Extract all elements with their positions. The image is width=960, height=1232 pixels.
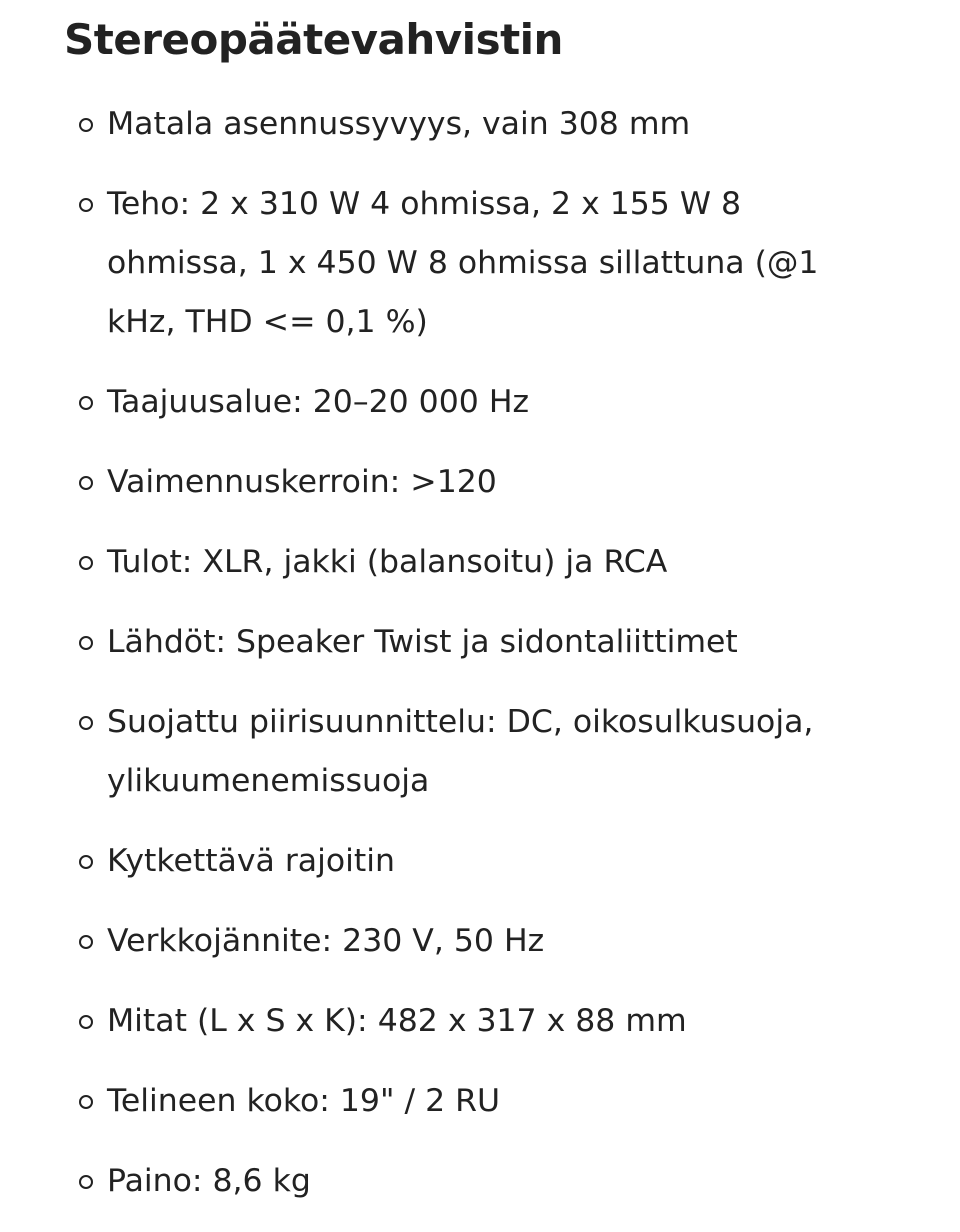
list-item-text: Paino: 8,6 kg <box>107 1163 311 1199</box>
list-item-text: Vaimennuskerroin: >120 <box>107 464 497 500</box>
bullet-icon <box>79 118 93 132</box>
list-item-text: Kytkettävä rajoitin <box>107 843 395 879</box>
bullet-icon <box>79 636 93 650</box>
bullet-icon <box>79 716 93 730</box>
spec-list <box>0 95 900 1232</box>
bullet-icon <box>79 396 93 410</box>
bullet-icon <box>79 1015 93 1029</box>
list-item-text: Lähdöt: Speaker Twist ja sidontaliittimet <box>107 624 738 660</box>
list-item <box>0 175 887 352</box>
list-item-text: Mitat (L x S x K): 482 x 317 x 88 mm <box>107 1003 687 1039</box>
bullet-icon <box>79 198 93 212</box>
list-item <box>0 373 887 432</box>
list-item-text: Telineen koko: 19" / 2 RU <box>107 1083 501 1119</box>
list-item <box>0 95 887 154</box>
list-item-text: Verkkojännite: 230 V, 50 Hz <box>107 923 545 959</box>
list-item-text: Teho: 2 x 310 W 4 ohmissa, 2 x 155 W 8 ohmissa, 1 x 450 W 8 ohmissa sillattuna (@1 kHz, THD <= 0,1 %) <box>107 186 819 340</box>
list-item <box>0 992 887 1051</box>
list-item <box>0 613 887 672</box>
bullet-icon <box>79 855 93 869</box>
list-item <box>0 1152 887 1211</box>
list-item <box>0 1072 887 1131</box>
list-item <box>0 533 887 592</box>
bullet-icon <box>79 476 93 490</box>
bullet-icon <box>79 556 93 570</box>
list-item-text: Matala asennussyvyys, vain 308 mm <box>107 106 691 142</box>
list-item <box>0 693 887 811</box>
list-item <box>0 832 887 891</box>
list-item-text: Suojattu piirisuunnittelu: DC, oikosulkusuoja, ylikuumenemissuoja <box>107 704 814 799</box>
list-item <box>0 912 887 971</box>
bullet-icon <box>79 1095 93 1109</box>
list-item-text: Tulot: XLR, jakki (balansoitu) ja RCA <box>107 544 668 580</box>
page-title: Stereopäätevahvistin <box>64 15 563 64</box>
list-item <box>0 453 887 512</box>
bullet-icon <box>79 935 93 949</box>
bullet-icon <box>79 1175 93 1189</box>
list-item-text: Taajuusalue: 20–20 000 Hz <box>107 384 530 420</box>
